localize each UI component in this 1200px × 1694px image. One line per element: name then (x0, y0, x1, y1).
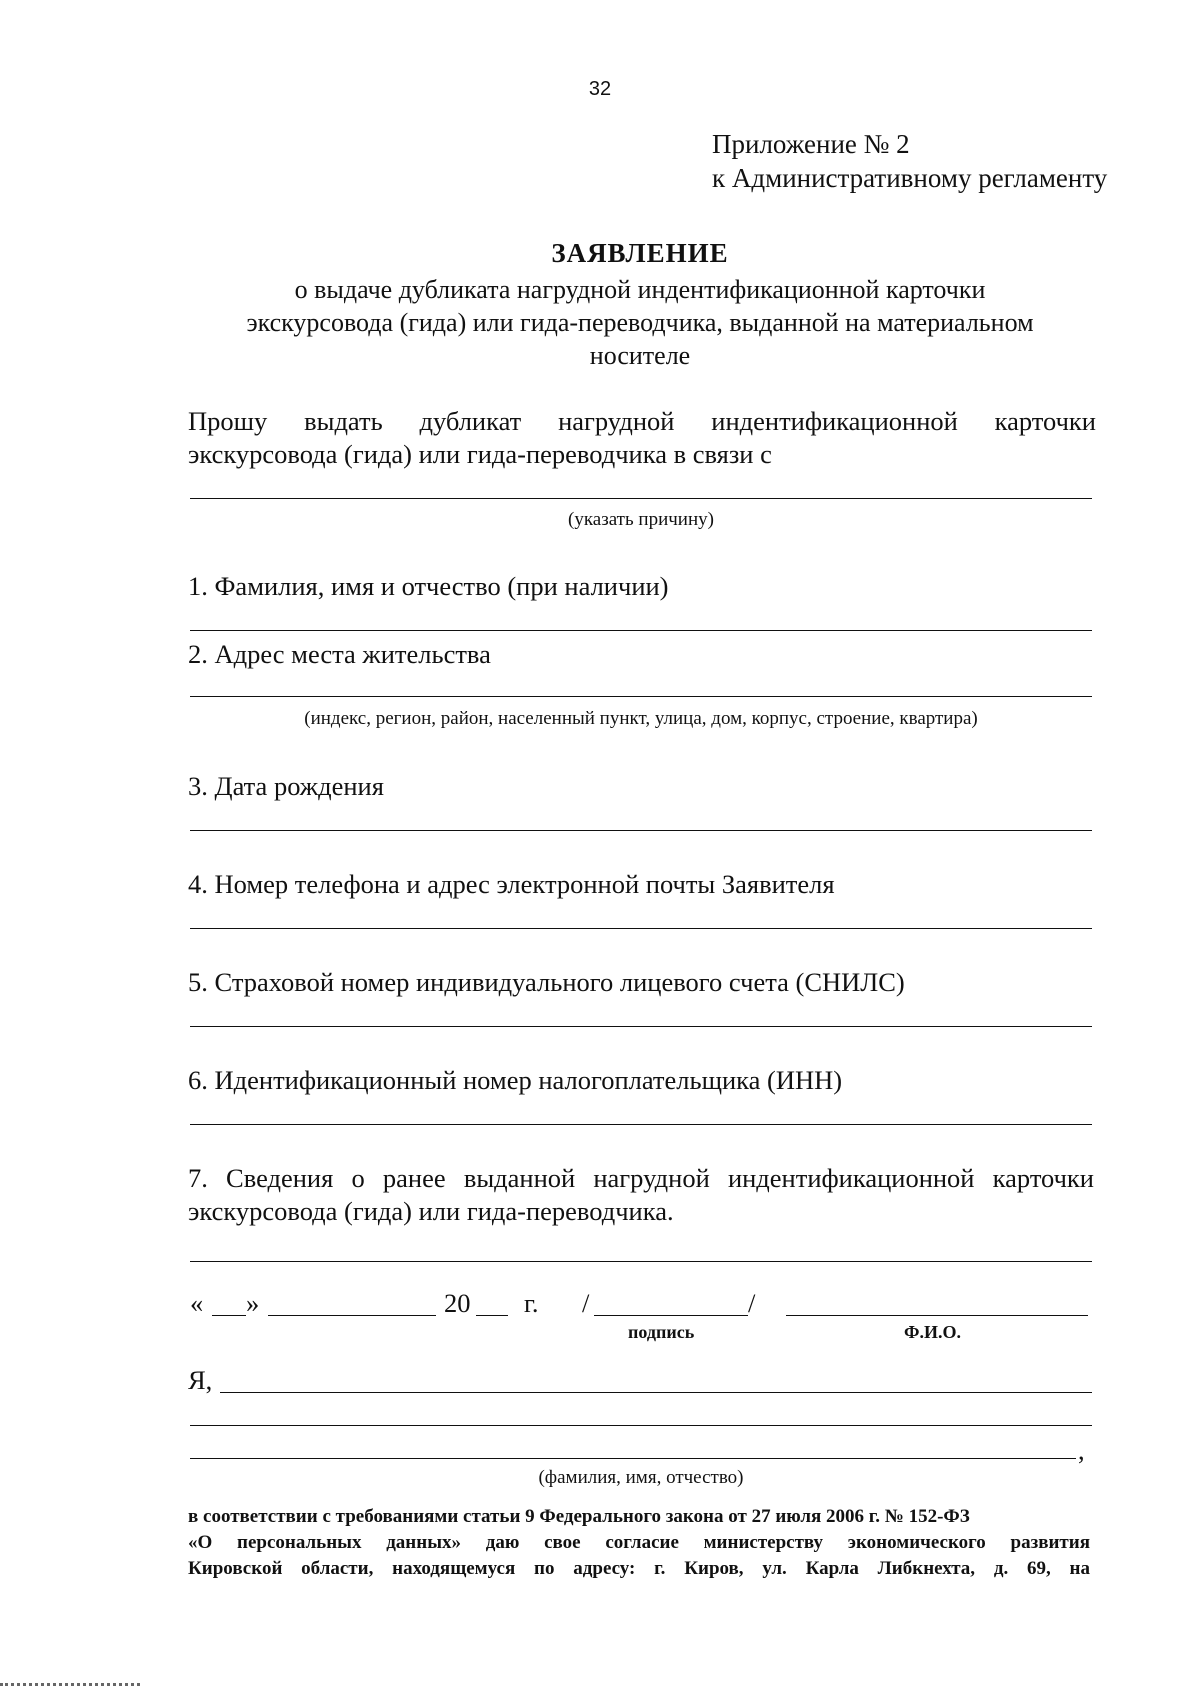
date-close-quote: » (246, 1288, 260, 1318)
request-line-2: экскурсовода (гида) или гида-переводчика в связи с (188, 439, 772, 469)
field-7-label (188, 1162, 1094, 1228)
document-subtitle (180, 273, 1100, 372)
field-3-input-line[interactable] (190, 830, 1092, 831)
consent-line-2: «О персональных данных» даю свое согласие министерству экономического развития (188, 1532, 1090, 1553)
field-5-input-line[interactable] (190, 1026, 1092, 1027)
scan-edge-mark (0, 1683, 140, 1686)
page-number: 32 (588, 78, 612, 100)
consent-line-1: в соответствии с требованиями статьи 9 Федерального закона от 27 июля 2006 г. № 152-ФЗ (188, 1506, 970, 1527)
consent-name-line-3[interactable] (190, 1458, 1076, 1459)
field-7-input-line[interactable] (190, 1261, 1092, 1262)
request-paragraph (188, 405, 1096, 471)
field-4-input-line[interactable] (190, 928, 1092, 929)
field-2-label: 2. Адрес места жительства (188, 639, 491, 669)
year-prefix: 20 (444, 1288, 471, 1318)
field-6-label: 6. Идентификационный номер налогоплательщика (ИНН) (188, 1065, 843, 1095)
signature-label: подпись (628, 1322, 695, 1342)
day-input-line[interactable] (212, 1315, 246, 1316)
field-6-input-line[interactable] (190, 1124, 1092, 1125)
field-5-label: 5. Страховой номер индивидуального лицевого счета (СНИЛС) (188, 967, 905, 997)
signature-slash-close: / (748, 1288, 756, 1318)
fio-label: Ф.И.О. (904, 1322, 961, 1342)
field-4-label: 4. Номер телефона и адрес электронной почты Заявителя (188, 869, 835, 899)
consent-comma: , (1078, 1435, 1085, 1465)
field-2-input-line[interactable] (190, 696, 1092, 697)
document-title: ЗАЯВЛЕНИЕ (551, 238, 729, 268)
reason-input-line[interactable] (190, 498, 1092, 499)
signature-input-line[interactable] (594, 1315, 748, 1316)
field-1-label: 1. Фамилия, имя и отчество (при наличии) (188, 571, 669, 601)
consent-name-line-2[interactable] (190, 1425, 1092, 1426)
subtitle-line-3: носителе (589, 341, 691, 370)
appendix-line-1: Приложение № 2 (712, 129, 910, 159)
consent-name-line-1[interactable] (220, 1392, 1092, 1393)
year-input-line[interactable] (476, 1315, 508, 1316)
consent-paragraph (188, 1504, 1090, 1582)
subtitle-line-2: экскурсовода (гида) или гида-переводчика, выданной на материальном (246, 308, 1034, 337)
reason-hint: (указать причину) (568, 509, 714, 530)
year-suffix: г. (524, 1288, 539, 1318)
field-7-line-1: 7. Сведения о ранее выданной нагрудной индентификационной карточки (188, 1163, 1094, 1193)
fio-input-line[interactable] (786, 1315, 1088, 1316)
request-line-1: Прошу выдать дубликат нагрудной индентификационной карточки (188, 406, 1096, 436)
appendix-header (712, 127, 1107, 195)
consent-line-3: Кировской области, находящемуся по адресу: г. Киров, ул. Карла Либкнехта, д. 69, на (188, 1558, 1090, 1579)
consent-person-prefix: Я, (188, 1365, 213, 1395)
date-open-quote: « (190, 1288, 204, 1318)
consent-person-hint: (фамилия, имя, отчество) (538, 1467, 744, 1488)
month-input-line[interactable] (268, 1315, 436, 1316)
field-2-hint: (индекс, регион, район, населенный пункт, улица, дом, корпус, строение, квартира) (304, 708, 978, 729)
subtitle-line-1: о выдаче дубликата нагрудной индентификационной карточки (294, 275, 986, 304)
appendix-line-2: к Административному регламенту (712, 163, 1108, 193)
signature-slash-open: / (582, 1288, 590, 1318)
field-7-line-2: экскурсовода (гида) или гида-переводчика. (188, 1196, 674, 1226)
field-3-label: 3. Дата рождения (188, 771, 384, 801)
field-1-input-line[interactable] (190, 630, 1092, 631)
